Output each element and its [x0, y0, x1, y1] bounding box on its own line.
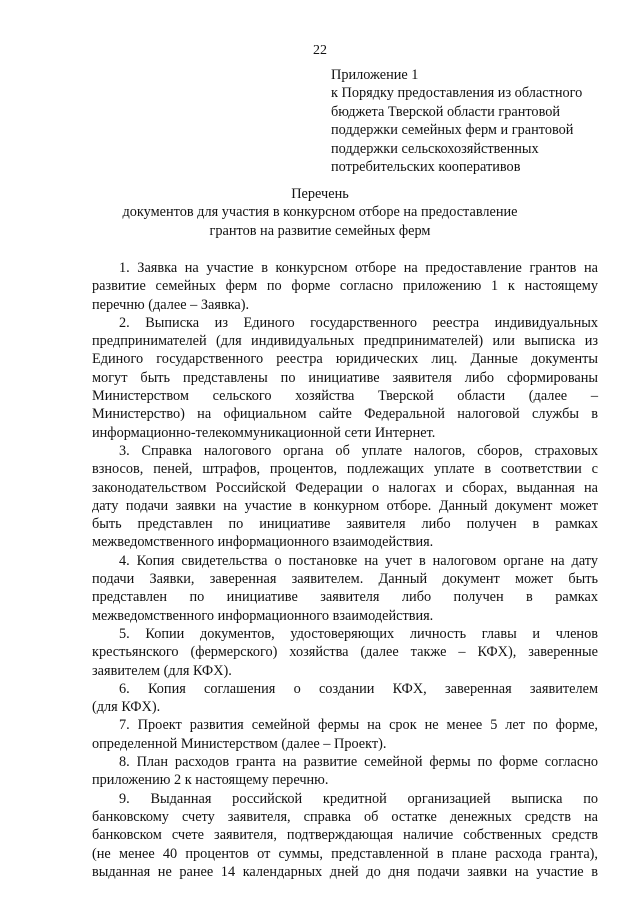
- document-heading: [0, 185, 640, 240]
- paragraph-line: межведомственного информационного взаимодействия.: [92, 534, 434, 551]
- list-item: [92, 716, 598, 753]
- paragraph-line: 6. Копия соглашения о создании КФХ, заверенная заявителем: [119, 680, 598, 697]
- paragraph-line: перечню (далее – Заявка).: [92, 296, 250, 313]
- paragraph-line: 8. План расходов гранта на развитие семейной фермы по форме согласно: [119, 754, 598, 771]
- paragraph-line: законодательством Российской Федерации о налогах и сборах, выданная на: [92, 479, 598, 496]
- appendix-header: [331, 66, 621, 176]
- appendix-line: поддержки семейных ферм и грантовой: [331, 122, 574, 139]
- list-item: [92, 790, 598, 881]
- paragraph-line: 5. Копии документов, удостоверяющих личность главы и членов: [119, 625, 598, 642]
- paragraph-line: (не менее 40 процентов от суммы, представленной в плане расхода гранта),: [92, 845, 598, 862]
- list-item: [92, 259, 598, 314]
- paragraph-line: развитие семейных ферм по форме согласно приложению 1 к настоящему: [92, 278, 598, 295]
- heading-subtitle-line: грантов на развитие семейных ферм: [209, 222, 431, 239]
- paragraph-line: предпринимателей (для индивидуальных предпринимателей) или выписка из: [92, 333, 598, 350]
- paragraph-line: 4. Копия свидетельства о постановке на учет в налоговом органе на дату: [119, 552, 598, 569]
- paragraph-line: 2. Выписка из Единого государственного реестра индивидуальных: [119, 314, 598, 331]
- paragraph-line: дату подачи заявки на участие в конкурном отборе. Данный документ может: [92, 497, 598, 514]
- document-body: [92, 259, 598, 881]
- paragraph-line: банковскому счету заявителя, справка об остатке денежных средств на: [92, 808, 598, 825]
- paragraph-line: 9. Выданная российской кредитной организацией выписка по: [119, 790, 598, 807]
- paragraph-line: 1. Заявка на участие в конкурсном отборе на предоставление грантов на: [119, 260, 598, 276]
- list-item: [92, 680, 598, 717]
- paragraph-line: 7. Проект развития семейной фермы на срок не менее 5 лет по форме,: [119, 717, 598, 734]
- list-item: [92, 314, 598, 442]
- paragraph-line: выданная не ранее 14 календарных дней до дня подачи заявки на участие в: [92, 863, 598, 880]
- appendix-line: Приложение 1: [331, 67, 419, 83]
- paragraph-line: крестьянского (фермерского) хозяйства (далее также – КФХ), заверенные: [92, 644, 598, 661]
- appendix-line: бюджета Тверской области грантовой: [331, 103, 561, 120]
- paragraph-line: информационно-телекоммуникационной сети Интернет.: [92, 424, 436, 441]
- appendix-line: поддержки сельскохозяйственных: [331, 140, 539, 157]
- paragraph-line: приложению 2 к настоящему перечню.: [92, 772, 329, 789]
- paragraph-line: (для КФХ).: [92, 699, 161, 716]
- appendix-line: потребительских кооперативов: [331, 159, 521, 176]
- paragraph-line: взносов, пеней, штрафов, процентов, подлежащих уплате в соответствии с: [92, 461, 598, 478]
- paragraph-line: Министерство) на официальном сайте Федеральной налоговой службы в: [92, 406, 598, 423]
- list-item: [92, 552, 598, 625]
- heading-title: Перечень: [291, 186, 349, 202]
- paragraph-line: быть представлен по инициативе заявителя либо получен в рамках: [92, 516, 598, 533]
- appendix-line: к Порядку предоставления из областного: [331, 85, 583, 102]
- list-item: [92, 625, 598, 680]
- paragraph-line: банковском счете заявителя, подтверждающая наличие собственных средств: [92, 827, 598, 844]
- paragraph-line: Единого государственного реестра юридических лиц. Данные документы: [92, 351, 598, 368]
- paragraph-line: представлен по инициативе заявителя либо получен в рамках: [92, 589, 598, 606]
- paragraph-line: Министерством сельского хозяйства Тверской области (далее –: [92, 388, 598, 405]
- heading-subtitle-line: документов для участия в конкурсном отборе на предоставление: [122, 204, 518, 221]
- paragraph-line: определенной Министерством (далее – Проект).: [92, 735, 387, 752]
- paragraph-line: межведомственного информационного взаимодействия.: [92, 607, 434, 624]
- page-number: 22: [313, 43, 327, 58]
- list-item: [92, 753, 598, 790]
- list-item: [92, 442, 598, 552]
- paragraph-line: могут быть представлены по инициативе заявителя либо сформированы: [92, 369, 598, 386]
- paragraph-line: заявителем (для КФХ).: [92, 662, 232, 679]
- paragraph-line: подачи Заявки, заверенная заявителем. Данный документ может быть: [92, 571, 598, 588]
- paragraph-line: 3. Справка налогового органа об уплате налогов, сборов, страховых: [119, 442, 598, 459]
